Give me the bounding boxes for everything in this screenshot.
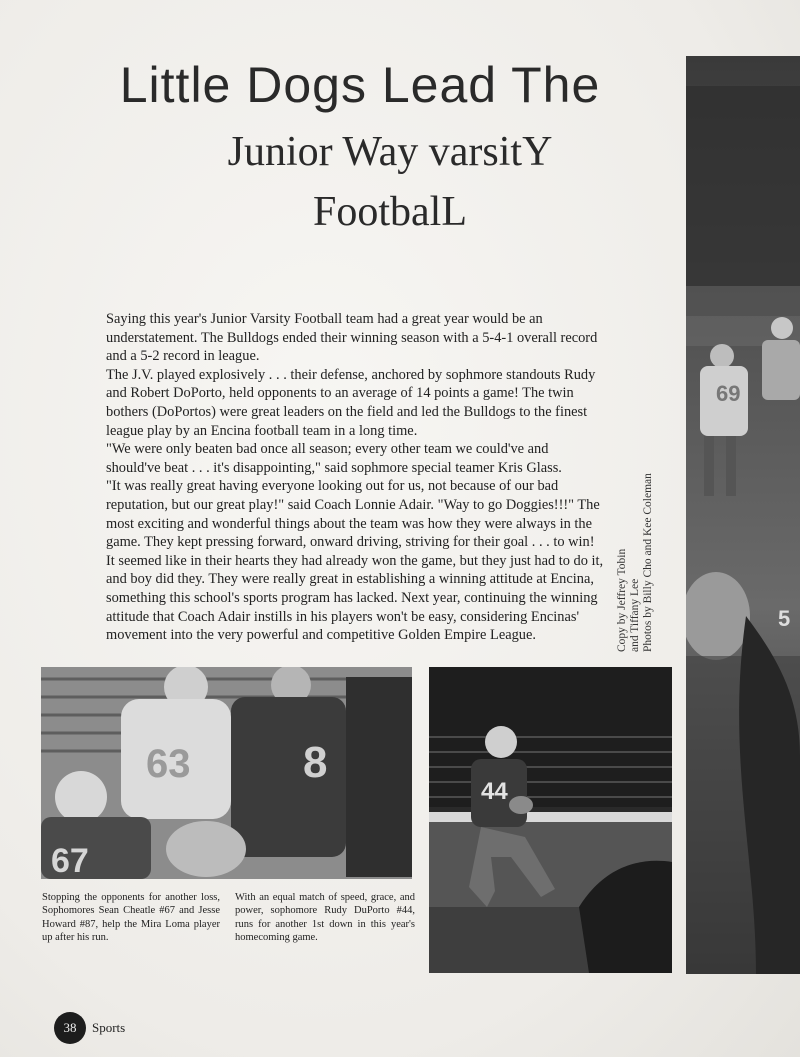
photo-players-helping <box>41 667 412 879</box>
jersey-number: 63 <box>146 742 191 786</box>
page-number-badge: 38 <box>54 1012 86 1044</box>
article-paragraph: "It was really great having everyone looking out for us, not because of our bad reputation, but our great play!" said Coach Lonnie Adair. "Way to go Doggies!!!" The most exciting and wonderful things about the team was how they were always in the game. They kept pressing forward, onward driving, striving for their goal . . . to win! It seemed like in their hearts they had already won the game, but they just had to do it, and boy did they. They were really great in establishing a winning attitude at Encina, something this school's sports program has lacked. Next year, continuing the winning attitude that Coach Adair instills in his players won't be easy, considering Encinas' movement into the very powerful and competitive Golden Empire League. <box>106 478 604 644</box>
headline-line-3: FootbalL <box>313 189 467 235</box>
article-paragraph: Saying this year's Junior Varsity Football team had a great year would be an understatement. The Bulldogs ended their winning season with a 5-4-1 overall record and a 5-2 record in league. <box>106 311 598 365</box>
jersey-number: 8 <box>303 738 328 787</box>
article-body <box>106 310 606 645</box>
side-photo-jersey-number: 5 <box>778 606 791 631</box>
side-photo-jersey-number: 69 <box>716 381 741 406</box>
jersey-number: 67 <box>51 842 89 879</box>
headline-line-2: Junior Way varsitY <box>227 129 553 175</box>
photo-runner <box>429 667 672 973</box>
caption-right: With an equal match of speed, grace, and power, sophomore Rudy DuPorto #44, runs for another 1st down in this year's homecoming game. <box>235 892 415 944</box>
credit-line: Photos by Billy Cho and Kee Coleman <box>642 473 654 652</box>
headline-line-1: Little Dogs Lead The <box>119 57 601 113</box>
credit-line: and Tiffany Lee <box>629 578 641 652</box>
article-paragraph: "We were only beaten bad once all season; every other team we could've and should've beat . . . it's disappointing," said sophmore special teamer Kris Glass. <box>106 441 562 476</box>
article-paragraph: The J.V. played explosively . . . their defense, anchored by sophmore standouts Rudy and Robert DoPorto, held opponents to an average of 14 points a game! The twin bothers (DoPortos) were great leaders on the field and led the Bulldogs to the finest league play by an Encina football team in a long time. <box>106 366 596 439</box>
section-label: Sports <box>92 1020 126 1035</box>
caption-left: Stopping the opponents for another loss, Sophomores Sean Cheatle #67 and Jesse Howard #87, help the Mira Loma player up after his run. <box>42 892 220 944</box>
jersey-number: 44 <box>481 778 508 805</box>
credit-line: Copy by Jeffrey Tobin <box>616 548 628 652</box>
side-photo <box>686 56 800 974</box>
photo-copy-credits <box>616 473 655 652</box>
